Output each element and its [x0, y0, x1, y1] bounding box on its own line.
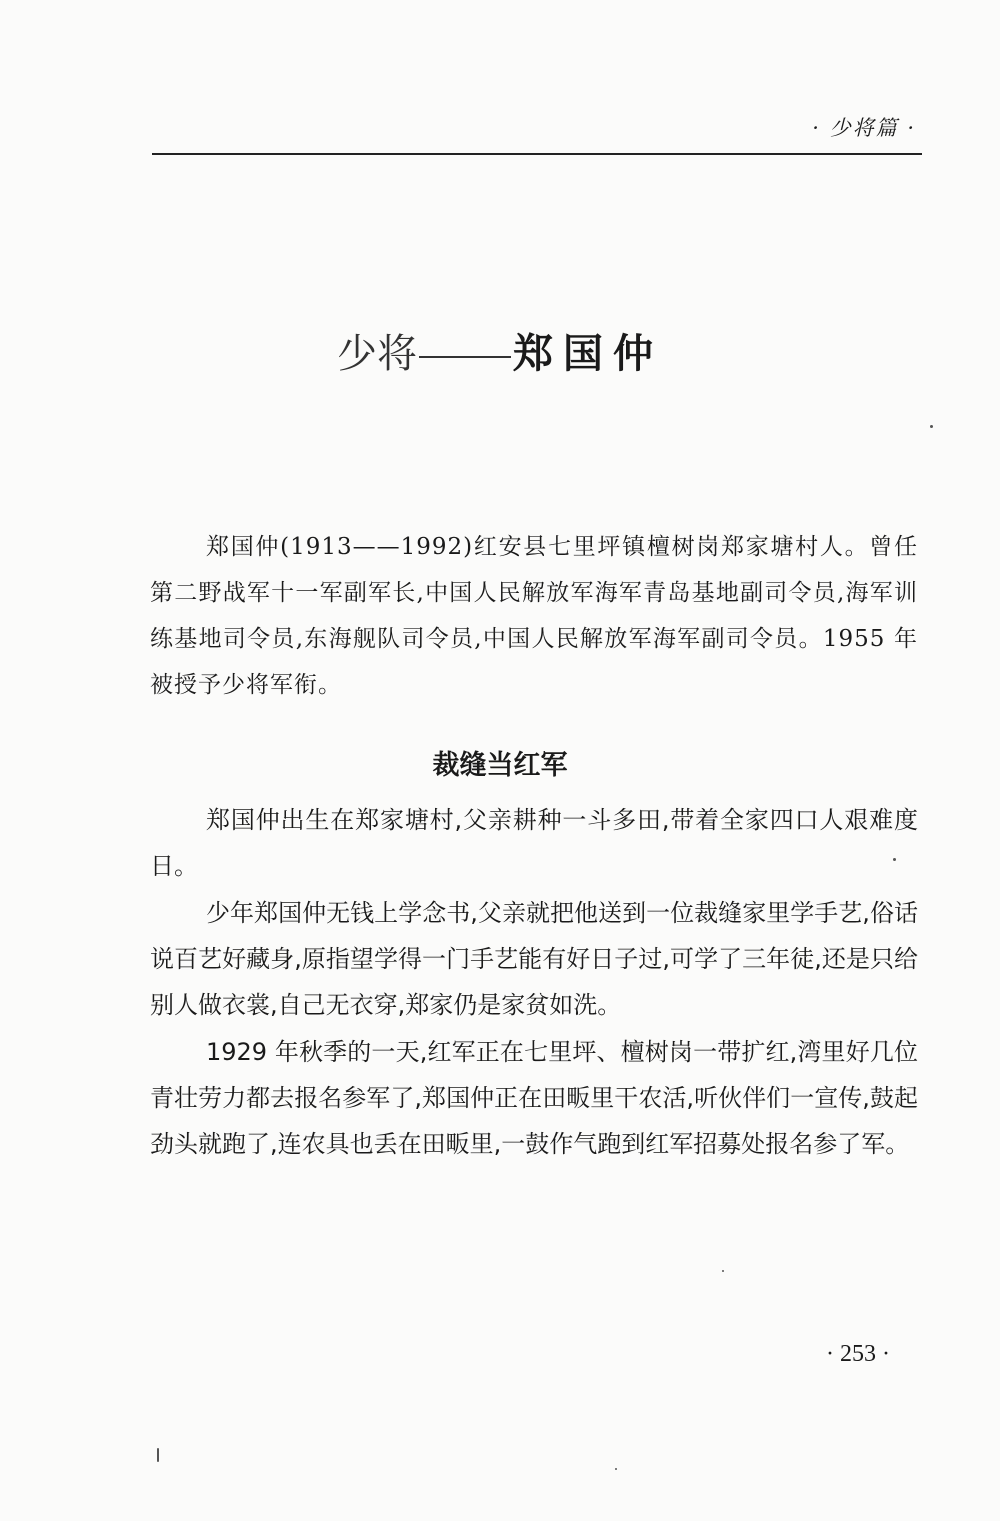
- header-rule: [152, 153, 922, 155]
- body-paragraph: 郑国仲出生在郑家塘村,父亲耕种一斗多田,带着全家四口人艰难度日。: [150, 806, 918, 880]
- scan-speck: [722, 1270, 724, 1272]
- chapter-title: [0, 328, 1000, 380]
- body-paragraph: 少年郑国仲无钱上学念书,父亲就把他送到一位裁缝家里学手艺,俗话说百艺好藏身,原指望学得一门手艺能有好日子过,可学了三年徒,还是只给别人做衣裳,自己无衣穿,郑家仍是家贫如洗。: [150, 899, 918, 1019]
- chapter-title-rank: 少将: [337, 331, 417, 377]
- biography-paragraph: 郑国仲(1913——1992)红安县七里坪镇檀树岗郑家塘村人。曾任第二野战军十一军副军长,中国人民解放军海军青岛基地副司令员,海军训练基地司令员,东海舰队司令员,中国人民解放军海军副司令员。1955 年被授予少将军衔。: [150, 534, 918, 698]
- running-head: · 少将篇 ·: [812, 116, 916, 140]
- section-title: 裁缝当红军: [432, 750, 568, 781]
- scan-speck: [930, 425, 933, 428]
- section-body: [150, 797, 918, 1168]
- scan-speck: [157, 1448, 159, 1462]
- page-number: · 253 ·: [826, 1341, 890, 1367]
- chapter-title-name: 郑国仲: [513, 331, 663, 377]
- scan-speck: [615, 1468, 617, 1470]
- title-dash: [419, 356, 511, 358]
- body-paragraph: 1929 年秋季的一天,红军正在七里坪、檀树岗一带扩红,湾里好几位青壮劳力都去报名参军了,郑国仲正在田畈里干农活,听伙伴们一宣传,鼓起劲头就跑了,连农具也丢在田畈里,一鼓作气跑到红军招募处报名参了军。: [150, 1038, 918, 1158]
- scan-speck: [893, 858, 896, 861]
- biography-summary: [150, 524, 918, 708]
